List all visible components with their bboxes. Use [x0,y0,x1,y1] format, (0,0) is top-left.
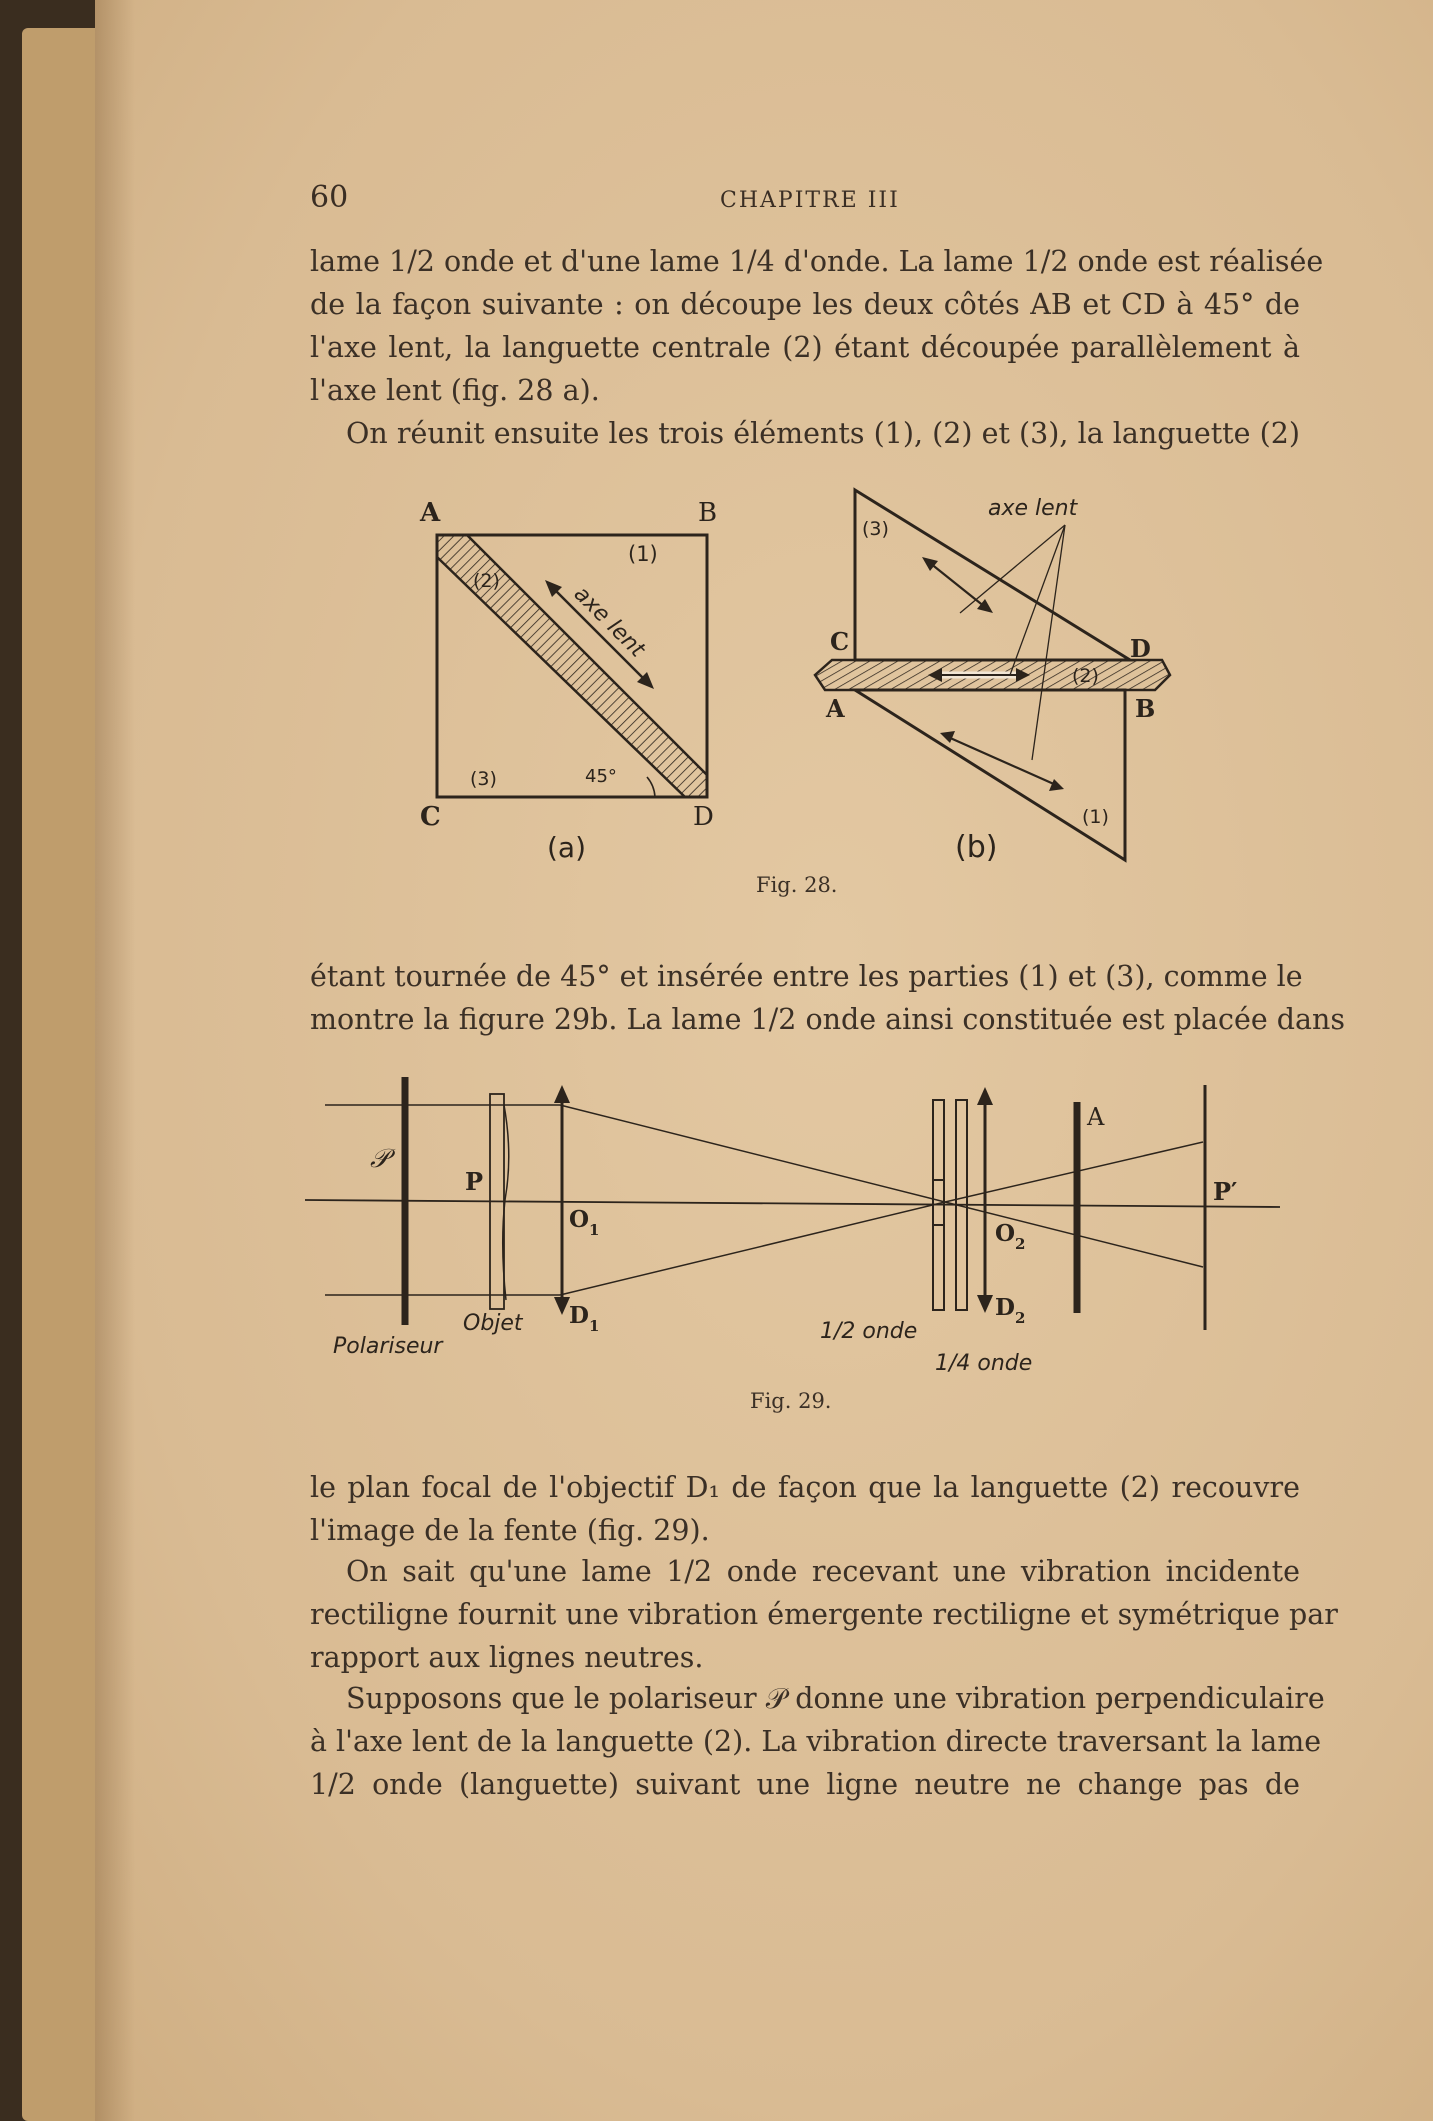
text-line: l'image de la fente (fig. 29). [310,1514,710,1547]
label-o2: $O_2$ [995,1220,1026,1253]
part-label-3: (3) [470,768,497,790]
label-p: P [465,1167,484,1196]
corner-label-c: C [420,802,441,832]
arrow-element-1 [948,737,1056,785]
part-label-2: (2) [1072,665,1099,687]
paragraph-5 [310,1550,1338,1679]
text-line: à l'axe lent de la languette (2). La vibration directe traversant la lame [310,1725,1322,1758]
label-a: A [1087,1103,1105,1131]
part-label-1: (1) [628,542,658,566]
corner-label-b: B [1135,694,1156,723]
text-line: de la façon suivante : on découpe les deux côtés AB et CD à 45° de [310,288,1300,321]
text-line: le plan focal de l'objectif D₁ de façon que la languette (2) recouvre [310,1471,1300,1504]
fig29-caption: Fig. 29. [750,1389,832,1413]
paragraph-6 [310,1677,1325,1806]
page-header [310,180,1290,230]
arrowhead [940,731,955,743]
text-line: étant tournée de 45° et insérée entre les parties (1) et (3), comme le [310,960,1303,993]
axis-label: axe lent [568,581,650,663]
fig28-caption: Fig. 28. [756,873,838,897]
corner-label-b: B [698,498,718,528]
paragraph-2 [310,412,1300,455]
running-head: CHAPITRE III [720,188,900,213]
text-line: 1/2 onde (languette) suivant une ligne neutre ne change pas de [310,1768,1300,1801]
optical-axis [305,1200,1280,1207]
arrow-element-3 [930,563,985,607]
label-d2: $D_2$ [995,1294,1026,1327]
label-p-prime: P′ [1213,1177,1238,1206]
label-object: Objet [463,1311,523,1336]
label-half-wave: 1/2 onde [820,1319,918,1344]
figure-29 [305,1075,1290,1375]
arrowhead [977,1087,993,1105]
page-number: 60 [310,180,349,215]
axis-pointer [1032,525,1065,760]
label-d1: $D_1$ [569,1302,600,1335]
arrowhead [1049,779,1064,791]
text-line: Supposons que le polariseur 𝒫 donne une vibration perpendiculaire [346,1682,1325,1715]
part-label-1: (1) [1082,806,1109,828]
text-line: rapport aux lignes neutres. [310,1641,704,1674]
text-line: On sait qu'une lame 1/2 onde recevant une vibration incidente [346,1555,1300,1588]
text-line: rectiligne fournit une vibration émergente rectiligne et symétrique par [310,1598,1338,1631]
angle-label: 45° [585,766,617,787]
paragraph-3 [310,955,1345,1041]
axis-label: axe lent [988,496,1078,521]
text-line: l'axe lent, la languette centrale (2) étant découpée parallèlement à [310,331,1300,364]
arrowhead [554,1085,570,1103]
figure-28a [415,495,745,885]
subfigure-label-b: (b) [955,830,998,865]
text-line: On réunit ensuite les trois éléments (1), (2) et (3), la languette (2) [346,417,1300,450]
paragraph-4 [310,1466,1300,1552]
label-o1: $O_1$ [569,1206,600,1239]
corner-label-a: A [826,694,845,723]
text-line: l'axe lent (fig. 28 a). [310,374,600,407]
figure-28b [810,485,1180,875]
corner-label-d: D [693,802,714,832]
angle-arc [647,777,655,797]
subfigure-label-a: (a) [547,831,587,864]
arrowhead [977,599,993,613]
arrowhead [977,1295,993,1313]
text-line: montre la figure 29b. La lame 1/2 onde ainsi constituée est placée dans [310,1003,1345,1036]
part-label-2: (2) [473,570,500,592]
corner-label-d: D [1130,634,1151,663]
polarizer-symbol: 𝒫 [370,1144,389,1174]
part-label-3: (3) [862,518,889,540]
label-polarizer: Polariseur [333,1334,443,1359]
label-quarter-wave: 1/4 onde [935,1351,1033,1376]
paragraph-1 [310,240,1324,412]
corner-label-a: A [420,498,441,528]
arrowhead [554,1297,570,1315]
corner-label-c: C [830,627,850,656]
arrowhead [922,557,938,571]
text-line: lame 1/2 onde et d'une lame 1/4 d'onde. La lame 1/2 onde est réalisée [310,245,1324,278]
